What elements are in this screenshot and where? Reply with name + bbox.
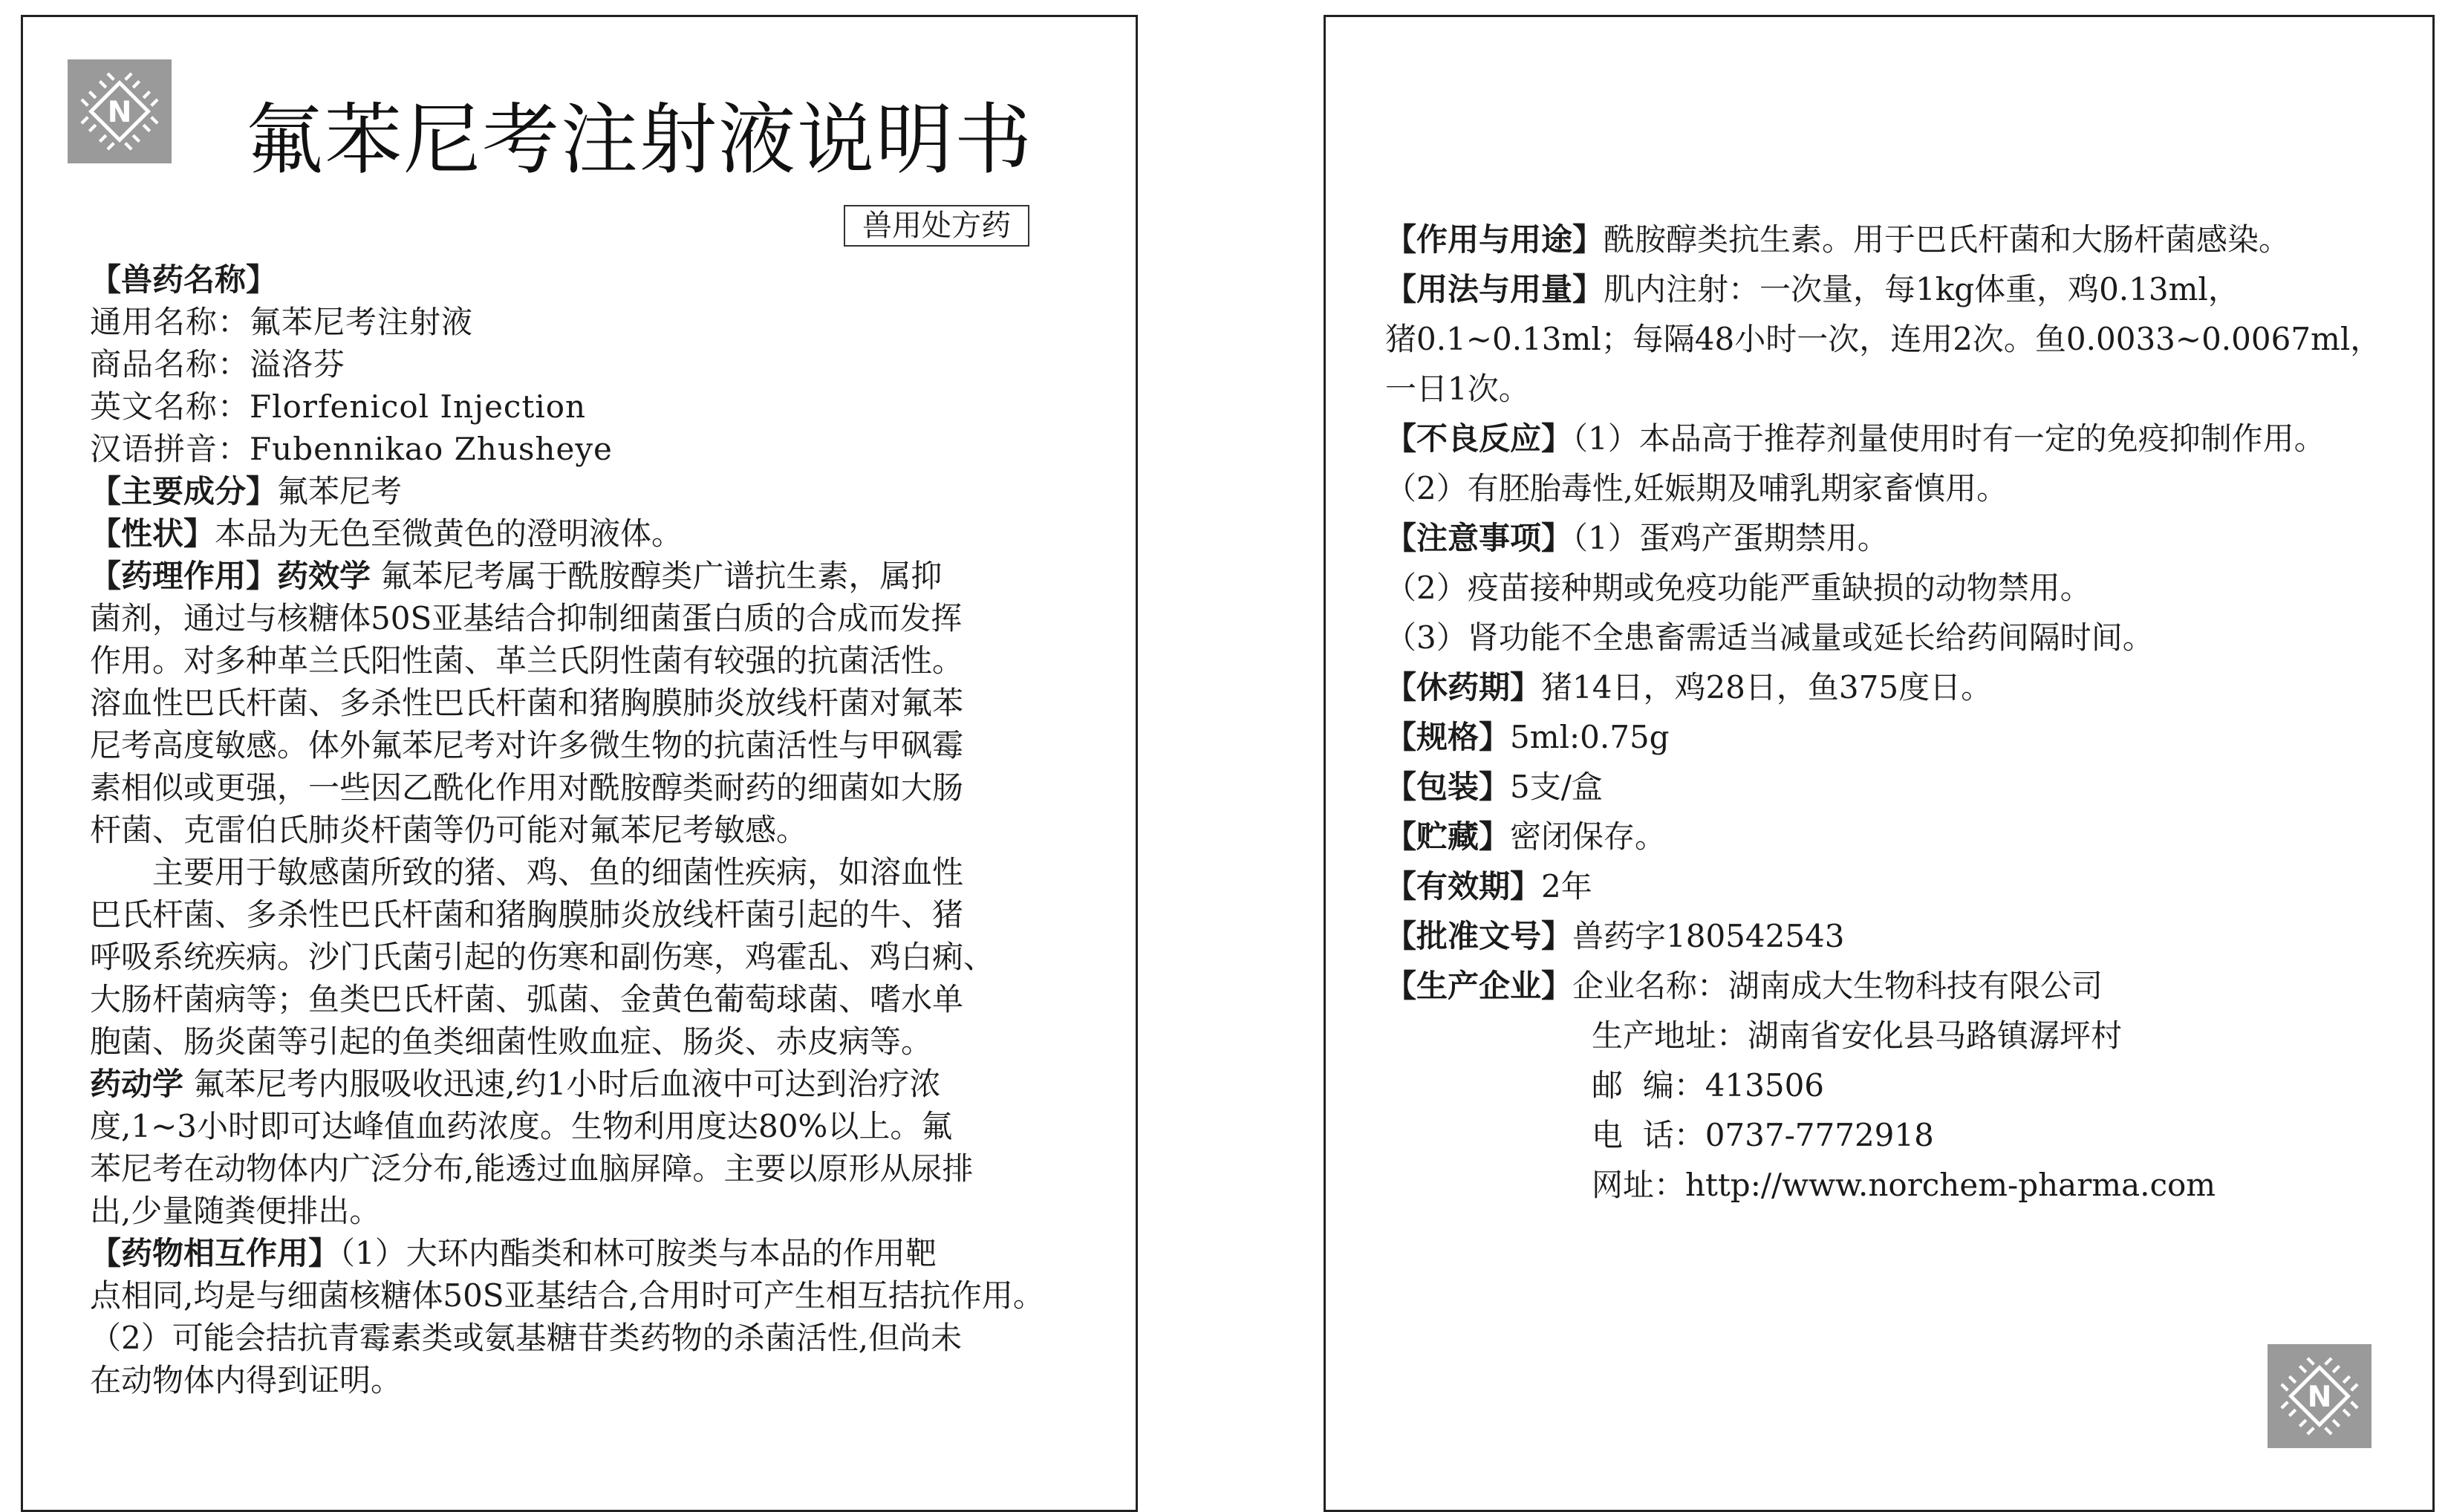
section-storage: 【贮藏】密闭保存。 xyxy=(1385,818,1667,855)
maker-line: 网址：http://www.norchem-pharma.com xyxy=(1592,1167,2216,1203)
text-line: 苯尼考在动物体内广泛分布,能透过血脑屏障。主要以原形从尿排 xyxy=(90,1150,974,1187)
norchem-logo-icon xyxy=(2268,1344,2372,1448)
text-line: 度,1~3小时即可达峰值血药浓度。生物利用度达80%以上。氟 xyxy=(90,1108,953,1144)
text-line: （2）可能会拮抗青霉素类或氨基糖苷类药物的杀菌活性,但尚未 xyxy=(90,1320,963,1356)
text-line: 猪0.1~0.13ml；每隔48小时一次，连用2次。鱼0.0033~0.0067ml， xyxy=(1385,321,2382,357)
section-drug-name: 【兽药名称】 xyxy=(90,261,278,298)
text-line: 素相似或更强，一些因乙酰化作用对酰胺醇类耐药的细菌如大肠 xyxy=(90,769,964,806)
name-line: 英文名称：Florfenicol Injection xyxy=(90,388,587,425)
name-line: 汉语拼音：Fubennikao Zhusheye xyxy=(90,431,613,467)
section-withdrawal: 【休药期】猪14日，鸡28日，鱼375度日。 xyxy=(1385,669,1993,706)
text-line: 呼吸系统疾病。沙门氏菌引起的伤寒和副伤寒，鸡霍乱、鸡白痢、 xyxy=(90,939,995,975)
text-line: 菌剂，通过与核糖体50S亚基结合抑制细菌蛋白质的合成而发挥 xyxy=(90,600,963,636)
svg-text:N: N xyxy=(2307,1381,2332,1414)
text-line: 大肠杆菌病等；鱼类巴氏杆菌、弧菌、金黄色葡萄球菌、嗜水单 xyxy=(90,981,964,1017)
text-line: （2）疫苗接种期或免疫功能严重缺损的动物禁用。 xyxy=(1385,570,2091,606)
section-adverse: 【不良反应】（1）本品高于推荐剂量使用时有一定的免疫抑制作用。 xyxy=(1385,420,2325,457)
text-line: 出,少量随粪便排出。 xyxy=(90,1193,381,1229)
maker-line: 电 话：0737-7772918 xyxy=(1592,1117,1934,1153)
left-panel xyxy=(21,15,1138,1512)
name-line: 通用名称：氟苯尼考注射液 xyxy=(90,304,474,340)
text-line: 尼考高度敏感。体外氟苯尼考对许多微生物的抗菌活性与甲砜霉 xyxy=(90,727,964,763)
section-caution: 【注意事项】（1）蛋鸡产蛋期禁用。 xyxy=(1385,520,1889,556)
text-line: （2）有胚胎毒性,妊娠期及哺乳期家畜慎用。 xyxy=(1385,470,2008,506)
text-line: 一日1次。 xyxy=(1385,371,1530,407)
section-package: 【包装】5支/盒 xyxy=(1385,769,1603,805)
text-line: 溶血性巴氏杆菌、多杀性巴氏杆菌和猪胸膜肺炎放线杆菌对氟苯 xyxy=(90,685,964,721)
section-manufacturer: 【生产企业】企业名称：湖南成大生物科技有限公司 xyxy=(1385,968,2103,1004)
section-spec: 【规格】5ml:0.75g xyxy=(1385,719,1670,755)
right-body xyxy=(1385,215,2429,1210)
section-validity: 【有效期】2年 xyxy=(1385,868,1592,905)
maker-line: 生产地址：湖南省安化县马路镇潺坪村 xyxy=(1592,1017,2123,1054)
section-interaction: 【药物相互作用】（1）大环内酯类和林可胺类与本品的作用靶 xyxy=(90,1235,937,1271)
section-usage: 【作用与用途】酰胺醇类抗生素。用于巴氏杆菌和大肠杆菌感染。 xyxy=(1385,221,2291,258)
prescription-badge: 兽用处方药 xyxy=(844,205,1029,247)
maker-line: 邮 编：413506 xyxy=(1592,1067,1825,1104)
right-panel xyxy=(1324,15,2435,1512)
text-line: 点相同,均是与细菌核糖体50S亚基结合,合用时可产生相互拮抗作用。 xyxy=(90,1277,1044,1314)
document-title: 氟苯尼考注射液说明书 xyxy=(246,94,1034,185)
svg-text:N: N xyxy=(107,96,132,129)
text-line: 杆菌、克雷伯氏肺炎杆菌等仍可能对氟苯尼考敏感。 xyxy=(90,812,808,848)
text-line: （3）肾功能不全患畜需适当减量或延长给药间隔时间。 xyxy=(1385,619,2154,656)
section-dosage: 【用法与用量】肌内注射：一次量，每1kg体重，鸡0.13ml， xyxy=(1385,271,2239,307)
text-line: 巴氏杆菌、多杀性巴氏杆菌和猪胸膜肺炎放线杆菌引起的牛、猪 xyxy=(90,896,964,933)
text-line: 在动物体内得到证明。 xyxy=(90,1362,403,1398)
norchem-logo-icon xyxy=(68,59,172,163)
left-body xyxy=(90,258,1115,1401)
name-line: 商品名称：溢洛芬 xyxy=(90,346,346,382)
text-line: 胞菌、肠炎菌等引起的鱼类细菌性败血症、肠炎、赤皮病等。 xyxy=(90,1023,933,1060)
section-pharmacology: 【药理作用】药效学 氟苯尼考属于酰胺醇类广谱抗生素，属抑 xyxy=(90,558,943,594)
text-line: 作用。对多种革兰氏阳性菌、革兰氏阴性菌有较强的抗菌活性。 xyxy=(90,642,964,679)
section-ingredient: 【主要成分】氟苯尼考 xyxy=(90,473,403,509)
section-approval: 【批准文号】兽药字180542543 xyxy=(1385,918,1845,954)
text-line: 主要用于敏感菌所致的猪、鸡、鱼的细菌性疾病，如溶血性 xyxy=(152,854,964,890)
section-pharmacokinetics: 药动学 氟苯尼考内服吸收迅速,约1小时后血液中可达到治疗浓 xyxy=(90,1066,941,1102)
section-property: 【性状】本品为无色至微黄色的澄明液体。 xyxy=(90,515,683,552)
